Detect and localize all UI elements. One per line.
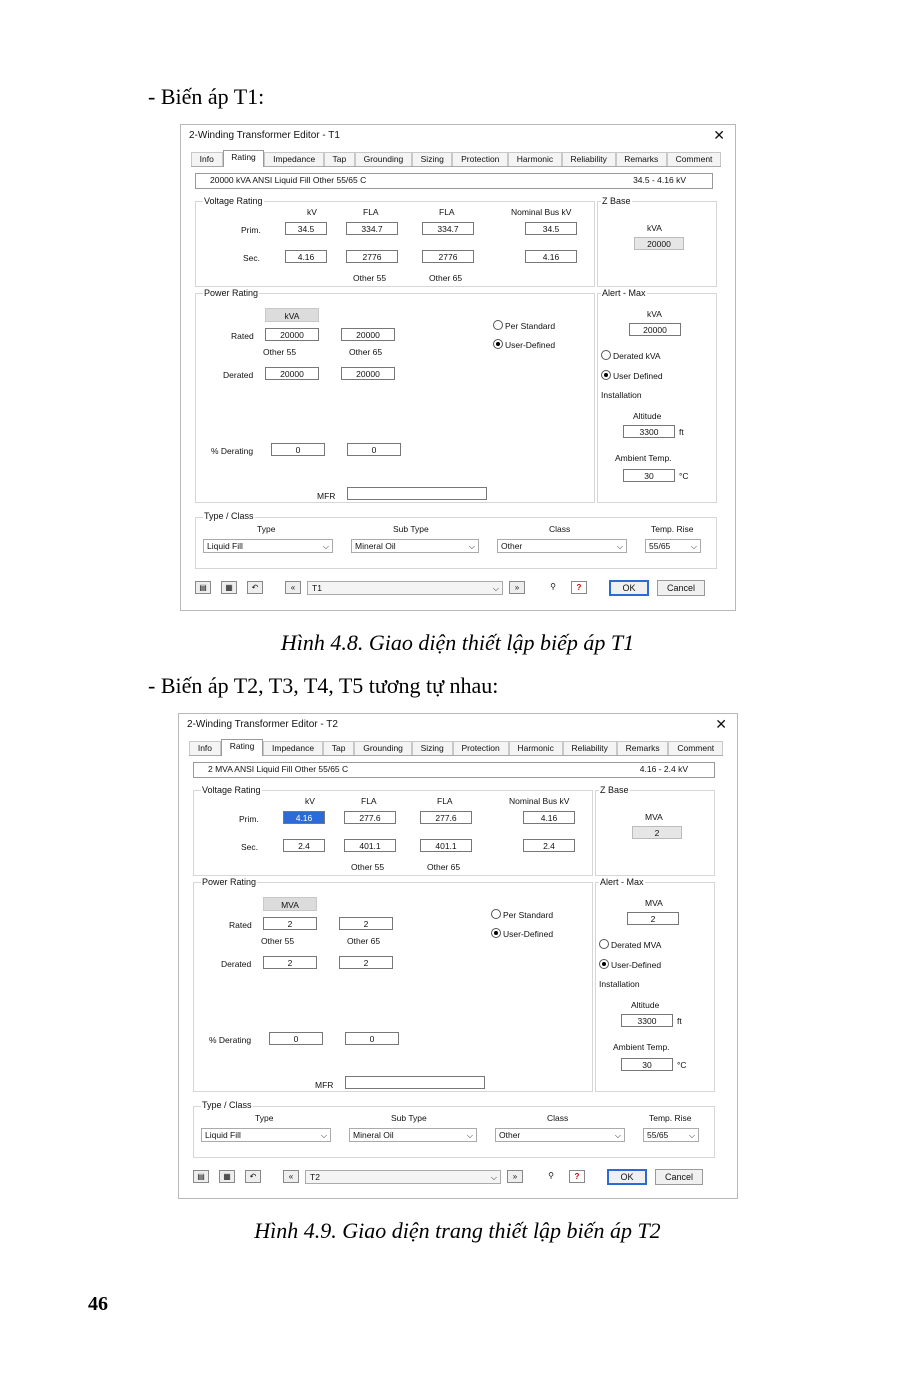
zbase-value: 2 [632, 826, 682, 839]
radio-off-icon [599, 939, 609, 949]
tab-impedance[interactable]: Impedance [264, 152, 323, 166]
chevron-down-icon: ⌵ [688, 1131, 695, 1140]
tab-tap[interactable]: Tap [323, 741, 354, 755]
rated-foot-other-55: Other 55 [263, 347, 297, 357]
col-kv: kV [307, 207, 317, 217]
power-rating-label: Power Rating [202, 877, 257, 887]
class-value: Other [501, 541, 523, 551]
alert-unit: kVA [647, 309, 662, 319]
power-rating-label: Power Rating [204, 288, 259, 298]
tab-harmonic[interactable]: Harmonic [509, 741, 563, 755]
rated-foot-other-65: Other 65 [349, 347, 383, 357]
mfr-field[interactable] [347, 487, 487, 500]
print-icon[interactable]: ▦ [221, 581, 237, 594]
tab-sizing[interactable]: Sizing [412, 152, 453, 166]
radio-on-icon [491, 928, 501, 938]
altitude-field[interactable]: 3300 [621, 1014, 673, 1027]
close-icon[interactable]: ✕ [713, 127, 725, 143]
transformer-editor-dialog-t1 [180, 124, 736, 611]
radio-user-defined[interactable] [493, 339, 555, 350]
binoculars-icon[interactable]: ⚲ [550, 582, 556, 591]
installation-label: Installation [599, 979, 640, 989]
type-select[interactable] [201, 1128, 331, 1142]
h-type: Type [257, 524, 276, 534]
radio-per-standard-label: Per Standard [505, 321, 556, 331]
sec-kv-field[interactable]: 4.16 [285, 250, 327, 263]
foot-other-65: Other 65 [429, 273, 463, 283]
altitude-label: Altitude [633, 411, 662, 421]
binoculars-icon[interactable]: ⚲ [548, 1171, 554, 1180]
sec-bus-kv-field[interactable]: 4.16 [525, 250, 577, 263]
alert-max-label: Alert - Max [602, 288, 646, 298]
type-select[interactable] [203, 539, 333, 553]
element-nav-value: T2 [310, 1172, 320, 1182]
col-fla-1: FLA [361, 796, 377, 806]
radio-derated-label: Derated MVA [611, 940, 662, 950]
prim-kv-field[interactable]: 34.5 [285, 222, 327, 235]
chevron-down-icon: ⌵ [616, 542, 623, 551]
sub-type-select[interactable] [351, 539, 479, 553]
ambient-temp-label: Ambient Temp. [615, 453, 672, 463]
rated-foot-other-65: Other 65 [347, 936, 381, 946]
ambient-temp-field[interactable]: 30 [621, 1058, 673, 1071]
class-select[interactable] [497, 539, 627, 553]
undo-icon[interactable]: ↶ [245, 1170, 261, 1183]
help-icon[interactable]: ? [571, 581, 587, 594]
prim-kv-field[interactable]: 4.16 [283, 811, 325, 824]
caption-fig-4-8: Hình 4.8. Giao diện thiết lập biếp áp T1 [280, 630, 635, 655]
summary-bar [195, 173, 713, 189]
zbase-unit: kVA [647, 223, 662, 233]
voltage-rating-label: Voltage Rating [202, 785, 261, 795]
title-bar[interactable] [181, 125, 735, 147]
chevron-down-icon: ⌵ [322, 542, 329, 551]
col-kv: kV [305, 796, 315, 806]
radio-on-icon [599, 959, 609, 969]
caption-fig-4-9: Hình 4.9. Giao diện trang thiết lập biến áp T2 [254, 1218, 661, 1243]
summary-right: 4.16 - 2.4 kV [639, 764, 688, 774]
help-icon[interactable]: ? [569, 1170, 585, 1183]
mfr-label: MFR [315, 1080, 334, 1090]
tab-grounding[interactable]: Grounding [355, 152, 412, 166]
element-nav-value: T1 [312, 583, 322, 593]
radio-alert-user[interactable] [601, 370, 663, 381]
h-sub-type: Sub Type [393, 524, 429, 534]
zbase-label: Z Base [600, 785, 629, 795]
tab-reliability[interactable]: Reliability [562, 152, 616, 166]
summary-bar [193, 762, 715, 778]
row-sec: Sec. [243, 253, 261, 263]
derating-field-2[interactable]: 0 [347, 443, 401, 456]
rated-field-2[interactable]: 20000 [341, 328, 395, 341]
library-icon[interactable]: ▤ [195, 581, 211, 594]
radio-on-icon [493, 339, 503, 349]
h-class: Class [547, 1113, 569, 1123]
print-icon[interactable]: ▦ [219, 1170, 235, 1183]
altitude-unit: ft [679, 427, 684, 437]
dialog-title: 2-Winding Transformer Editor - T2 [187, 719, 338, 730]
radio-derated[interactable] [599, 939, 661, 950]
foot-other-55: Other 55 [351, 862, 385, 872]
chevron-down-icon: ⌵ [490, 1173, 497, 1182]
derating-field-1[interactable]: 0 [271, 443, 325, 456]
type-class-label: Type / Class [202, 1100, 252, 1110]
element-nav-select[interactable] [305, 1170, 501, 1184]
tab-sizing[interactable]: Sizing [412, 741, 453, 755]
radio-per-standard[interactable] [493, 320, 555, 331]
type-value: Liquid Fill [205, 1130, 241, 1140]
tab-remarks[interactable]: Remarks [616, 152, 667, 166]
tab-strip [189, 741, 723, 756]
transformer-editor-dialog-t2 [178, 713, 738, 1199]
ok-button[interactable]: OK [609, 580, 649, 596]
sec-kv-field[interactable]: 2.4 [283, 839, 325, 852]
radio-off-icon [493, 320, 503, 330]
heading-t1: - Biến áp T1: [148, 84, 265, 109]
alert-max-field[interactable]: 20000 [629, 323, 681, 336]
temp-rise-value: 55/65 [647, 1130, 669, 1140]
page-number: 46 [88, 1293, 108, 1315]
foot-other-65: Other 65 [427, 862, 461, 872]
tab-tap[interactable]: Tap [324, 152, 355, 166]
ambient-temp-field[interactable]: 30 [623, 469, 675, 482]
prim-fla1-field[interactable]: 334.7 [346, 222, 398, 235]
rated-foot-other-55: Other 55 [261, 936, 295, 946]
radio-alert-user[interactable] [599, 959, 661, 970]
h-temp-rise: Temp. Rise [651, 524, 694, 534]
tab-rating[interactable]: Rating [221, 739, 263, 756]
temp-rise-select[interactable] [645, 539, 701, 553]
rated-field-2[interactable]: 2 [339, 917, 393, 930]
mfr-field[interactable] [345, 1076, 485, 1089]
sec-bus-kv-field[interactable]: 2.4 [523, 839, 575, 852]
tab-protection[interactable]: Protection [452, 152, 508, 166]
tab-harmonic[interactable]: Harmonic [508, 152, 562, 166]
voltage-rating-label: Voltage Rating [204, 196, 263, 206]
sub-type-value: Mineral Oil [353, 1130, 394, 1140]
derated-field-2[interactable]: 20000 [341, 367, 395, 380]
ambient-temp-unit: °C [677, 1060, 687, 1070]
tab-info[interactable]: Info [191, 152, 223, 166]
tab-remarks[interactable]: Remarks [617, 741, 669, 755]
mfr-label: MFR [317, 491, 336, 501]
title-bar[interactable] [179, 714, 737, 736]
next-icon[interactable]: » [507, 1170, 523, 1183]
element-nav-select[interactable] [307, 581, 503, 595]
summary-left: 20000 kVA ANSI Liquid Fill Other 55/65 C [210, 175, 367, 185]
radio-on-icon [601, 370, 611, 380]
foot-other-55: Other 55 [353, 273, 387, 283]
radio-derated[interactable] [601, 350, 661, 361]
col-fla-2: FLA [439, 207, 455, 217]
alert-unit: MVA [645, 898, 663, 908]
sec-fla1-field[interactable]: 401.1 [344, 839, 396, 852]
radio-off-icon [491, 909, 501, 919]
tab-impedance[interactable]: Impedance [263, 741, 323, 755]
row-sec: Sec. [241, 842, 259, 852]
chevron-down-icon: ⌵ [320, 1131, 327, 1140]
ambient-temp-label: Ambient Temp. [613, 1042, 670, 1052]
tab-info[interactable]: Info [189, 741, 221, 755]
class-value: Other [499, 1130, 521, 1140]
installation-label: Installation [601, 390, 642, 400]
alert-max-field[interactable]: 2 [627, 912, 679, 925]
chevron-down-icon: ⌵ [690, 542, 697, 551]
chevron-down-icon: ⌵ [466, 1131, 473, 1140]
derated-field-1[interactable]: 20000 [265, 367, 319, 380]
row-derating: % Derating [209, 1035, 252, 1045]
row-rated: Rated [231, 331, 254, 341]
sec-fla2-field[interactable]: 2776 [422, 250, 474, 263]
tab-comment[interactable]: Comment [667, 152, 721, 166]
prev-icon[interactable]: « [283, 1170, 299, 1183]
radio-user-defined[interactable] [491, 928, 553, 939]
chevron-down-icon: ⌵ [492, 584, 499, 593]
cancel-button[interactable]: Cancel [657, 580, 705, 596]
radio-alert-user-label: User Defined [613, 371, 663, 381]
library-icon[interactable]: ▤ [193, 1170, 209, 1183]
next-icon[interactable]: » [509, 581, 525, 594]
col-fla-2: FLA [437, 796, 453, 806]
type-value: Liquid Fill [207, 541, 243, 551]
chevron-down-icon: ⌵ [468, 542, 475, 551]
zbase-unit: MVA [645, 812, 663, 822]
radio-user-defined-label: User-Defined [505, 340, 556, 350]
type-class-label: Type / Class [204, 511, 254, 521]
row-derated: Derated [221, 959, 252, 969]
sec-fla2-field[interactable]: 401.1 [420, 839, 472, 852]
undo-icon[interactable]: ↶ [247, 581, 263, 594]
tab-rating[interactable]: Rating [223, 150, 265, 167]
temp-rise-select[interactable] [643, 1128, 699, 1142]
tab-strip [191, 152, 721, 167]
tab-reliability[interactable]: Reliability [563, 741, 617, 755]
prev-icon[interactable]: « [285, 581, 301, 594]
radio-user-defined-label: User-Defined [503, 929, 554, 939]
derated-field-1[interactable]: 2 [263, 956, 317, 969]
row-rated: Rated [229, 920, 252, 930]
sub-type-value: Mineral Oil [355, 541, 396, 551]
tab-grounding[interactable]: Grounding [354, 741, 411, 755]
temp-rise-value: 55/65 [649, 541, 671, 551]
h-type: Type [255, 1113, 274, 1123]
rated-field-1[interactable]: 20000 [265, 328, 319, 341]
row-prim: Prim. [241, 225, 261, 235]
radio-per-standard[interactable] [491, 909, 553, 920]
sec-fla1-field[interactable]: 2776 [346, 250, 398, 263]
row-prim: Prim. [239, 814, 259, 824]
sub-type-select[interactable] [349, 1128, 477, 1142]
dialog-title: 2-Winding Transformer Editor - T1 [189, 130, 340, 141]
tab-protection[interactable]: Protection [453, 741, 509, 755]
prim-fla1-field[interactable]: 277.6 [344, 811, 396, 824]
power-unit-header: kVA [265, 308, 319, 322]
radio-derated-label: Derated kVA [613, 351, 661, 361]
prim-bus-kv-field[interactable]: 34.5 [525, 222, 577, 235]
prim-fla2-field[interactable]: 277.6 [420, 811, 472, 824]
prim-bus-kv-field[interactable]: 4.16 [523, 811, 575, 824]
ambient-temp-unit: °C [679, 471, 689, 481]
derating-field-1[interactable]: 0 [269, 1032, 323, 1045]
derating-field-2[interactable]: 0 [345, 1032, 399, 1045]
altitude-unit: ft [677, 1016, 682, 1026]
summary-left: 2 MVA ANSI Liquid Fill Other 55/65 C [208, 764, 349, 774]
cancel-button[interactable]: Cancel [655, 1169, 703, 1185]
derated-field-2[interactable]: 2 [339, 956, 393, 969]
h-sub-type: Sub Type [391, 1113, 427, 1123]
rated-field-1[interactable]: 2 [263, 917, 317, 930]
row-derated: Derated [223, 370, 254, 380]
row-derating: % Derating [211, 446, 254, 456]
prim-fla2-field[interactable]: 334.7 [422, 222, 474, 235]
summary-right: 34.5 - 4.16 kV [633, 175, 686, 185]
col-nominal-bus-kv: Nominal Bus kV [509, 796, 570, 806]
h-temp-rise: Temp. Rise [649, 1113, 692, 1123]
alert-max-label: Alert - Max [600, 877, 644, 887]
radio-alert-user-label: User-Defined [611, 960, 662, 970]
ok-button[interactable]: OK [607, 1169, 647, 1185]
class-select[interactable] [495, 1128, 625, 1142]
col-nominal-bus-kv: Nominal Bus kV [511, 207, 572, 217]
chevron-down-icon: ⌵ [614, 1131, 621, 1140]
tab-comment[interactable]: Comment [668, 741, 723, 755]
altitude-field[interactable]: 3300 [623, 425, 675, 438]
power-unit-header: MVA [263, 897, 317, 911]
zbase-label: Z Base [602, 196, 631, 206]
heading-t2: - Biến áp T2, T3, T4, T5 tương tự nhau: [148, 673, 499, 698]
zbase-value: 20000 [634, 237, 684, 250]
col-fla-1: FLA [363, 207, 379, 217]
h-class: Class [549, 524, 571, 534]
close-icon[interactable]: ✕ [715, 716, 727, 732]
radio-per-standard-label: Per Standard [503, 910, 554, 920]
altitude-label: Altitude [631, 1000, 660, 1010]
radio-off-icon [601, 350, 611, 360]
